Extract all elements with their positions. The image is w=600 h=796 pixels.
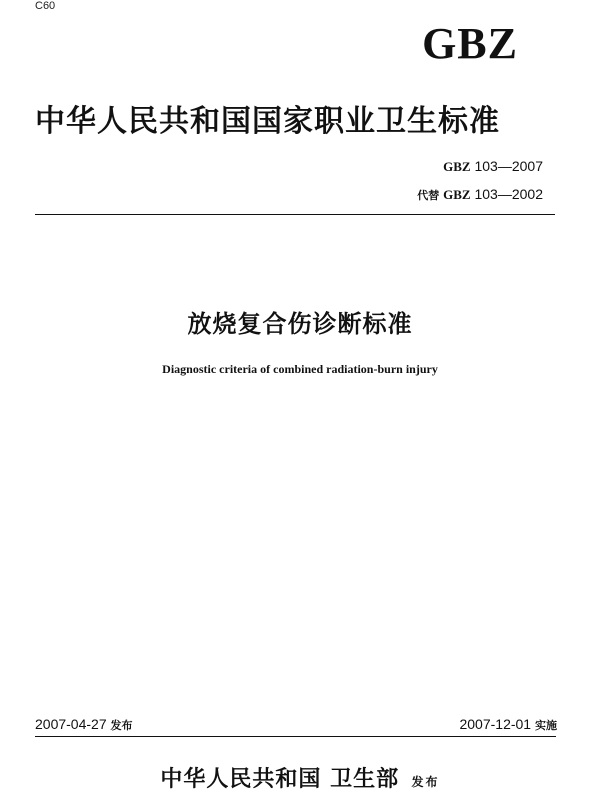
standard-number-prefix: GBZ [443, 159, 471, 174]
national-standard-title: 中华人民共和国国家职业卫生标准 [35, 104, 500, 139]
issuer-suffix: 发布 [411, 775, 440, 789]
document-title-chinese: 放烧复合伤诊断标准 [187, 310, 413, 338]
issue-label: 发布 [110, 719, 133, 732]
document-title-english: Diagnostic criteria of combined radiation-burn injury [162, 362, 438, 376]
gbz-logo: GBZ [422, 19, 518, 68]
impl-label: 实施 [535, 719, 557, 732]
replaces-label: 代替 [417, 189, 440, 202]
standard-number-value: 103—2007 [474, 158, 543, 174]
issuing-authority [0, 762, 600, 793]
issue-date-value: 2007-04-27 [35, 716, 107, 732]
bottom-divider [35, 736, 556, 737]
replaces-standard [417, 186, 543, 203]
impl-date-value: 2007-12-01 [459, 716, 532, 732]
issue-date [35, 716, 133, 733]
top-divider [35, 214, 555, 215]
replaces-prefix: GBZ [443, 187, 471, 202]
replaces-number: 103—2002 [474, 186, 543, 202]
implementation-date [459, 716, 557, 733]
ics-code: C60 [35, 0, 56, 12]
issuer-name: 中华人民共和国 卫生部 [160, 766, 400, 792]
standard-number [443, 158, 543, 175]
